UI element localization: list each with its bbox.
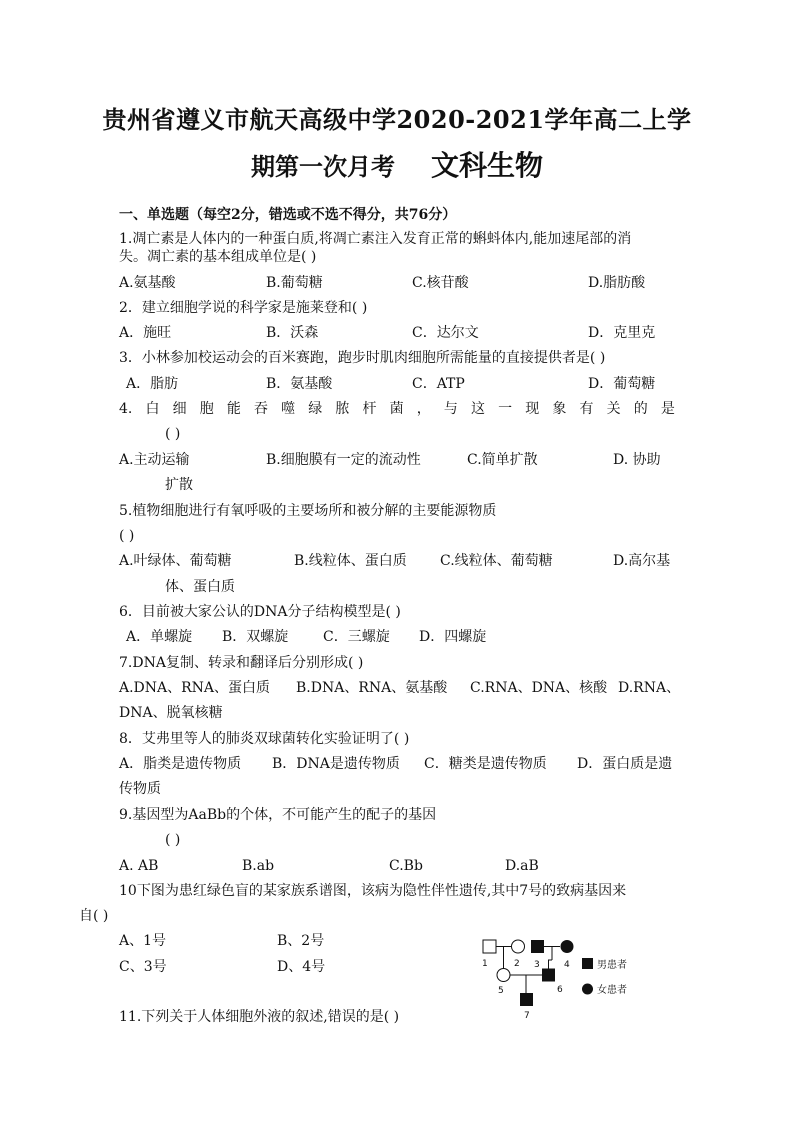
member-6-affected-male: [542, 969, 555, 982]
q4-stem-char: 吞: [253, 401, 268, 417]
section-heading: 一、单选题（每空2分，错选或不选不得分，共76分）: [119, 207, 457, 223]
q9-option-a: A. AB: [119, 858, 159, 874]
q4-stem-char: 脓: [335, 401, 350, 417]
q4-stem-char: 杆: [362, 401, 377, 417]
q3-option-c: C．ATP: [412, 376, 465, 392]
q2-stem: 2．建立细胞学说的科学家是施莱登和( ): [119, 300, 368, 316]
q1-option-b: B.葡萄糖: [266, 275, 323, 291]
q4-stem-char: 胞: [199, 401, 214, 417]
q7-option-b: B.DNA、RNA、氨基酸: [296, 680, 448, 696]
legend-male-symbol: [582, 958, 593, 969]
q1-option-d: D.脂肪酸: [588, 275, 646, 291]
q1-option-a: A.氨基酸: [119, 275, 176, 291]
q7-option-d-cont: DNA、脱氧核糖: [119, 705, 223, 721]
q3-stem: 3．小林参加校运动会的百米赛跑，跑步时肌肉细胞所需能量的直接提供者是( ): [119, 350, 606, 366]
q4-stem-char: 的: [633, 401, 648, 417]
q8-option-c: C．糖类是遗传物质: [424, 756, 547, 772]
q4-option-d: D. 协助: [613, 452, 661, 468]
q5-option-d: D.高尔基: [613, 553, 671, 569]
q8-option-d: D．蛋白质是遗: [577, 756, 673, 772]
q6-stem: 6．目前被大家公认的DNA分子结构模型是( ): [119, 604, 401, 620]
q9-stem-line2: ( ): [165, 832, 181, 848]
member-7-affected-male: [520, 993, 533, 1006]
q9-option-b: B.ab: [242, 858, 275, 874]
q6-option-a: A．单螺旋: [126, 629, 193, 645]
q10-option-d: D、4号: [277, 959, 326, 975]
q3-option-d: D．葡萄糖: [588, 376, 656, 392]
q6-option-d: D．四螺旋: [419, 629, 487, 645]
member-4-affected-female: [561, 940, 574, 953]
q1-option-c: C.核苷酸: [412, 275, 469, 291]
q4-stem-char: 现: [525, 401, 540, 417]
q6-option-b: B．双螺旋: [222, 629, 289, 645]
q8-option-b: B．DNA是遗传物质: [272, 756, 400, 772]
member-label-6: 6: [557, 985, 563, 995]
legend-male-label: 男患者: [597, 960, 627, 971]
q4-stem-char: 与: [443, 401, 458, 417]
q2-option-a: A．施旺: [119, 325, 172, 341]
q9-stem: 9.基因型为AaBb的个体，不可能产生的配子的基因: [119, 807, 437, 823]
q4-option-b: B.细胞膜有一定的流动性: [266, 452, 421, 468]
q4-stem-char: 是: [660, 401, 675, 417]
q7-option-a: A.DNA、RNA、蛋白质: [119, 680, 271, 696]
q5-option-c: C.线粒体、葡萄糖: [440, 553, 553, 569]
q2-option-c: C．达尔文: [412, 325, 479, 341]
legend-female-label: 女患者: [597, 985, 627, 996]
q5-option-d-cont: 体、蛋白质: [165, 579, 235, 595]
q8-stem: 8．艾弗里等人的肺炎双球菌转化实验证明了( ): [119, 731, 410, 747]
q10-option-a: A、1号: [119, 933, 167, 949]
exam-title-subject: 文科生物: [430, 149, 543, 182]
member-label-3: 3: [534, 960, 540, 970]
q5-stem: 5.植物细胞进行有氧呼吸的主要场所和被分解的主要能源物质: [119, 503, 497, 519]
q7-option-d: D.RNA、: [618, 680, 681, 696]
member-label-7: 7: [524, 1011, 530, 1021]
q1-stem-line1: 1.凋亡素是人体内的一种蛋白质,将凋亡素注入发育正常的蝌蚪体内,能加速尾部的消: [119, 231, 632, 247]
member-5-normal-female: [497, 969, 510, 982]
q10-stem-line1: 10下图为患红绿色盲的某家族系谱图，该病为隐性伴性遗传,其中7号的致病基因来: [119, 883, 627, 899]
q3-option-a: A．脂肪: [126, 376, 179, 392]
q4-option-d-cont: 扩散: [165, 477, 193, 493]
member-1-normal-male: [483, 940, 496, 953]
q10-option-c: C、3号: [119, 959, 167, 975]
q5-option-a: A.叶绿体、葡萄糖: [119, 553, 232, 569]
q4-stem: [119, 400, 675, 418]
q4-stem-char: 关: [606, 401, 621, 417]
q2-option-d: D．克里克: [588, 325, 656, 341]
member-label-5: 5: [498, 986, 504, 996]
q3-option-b: B．氨基酸: [266, 376, 333, 392]
q4-stem-char: 绿: [308, 401, 323, 417]
q5-option-b: B.线粒体、蛋白质: [294, 553, 407, 569]
q4-stem-char: 细: [172, 401, 187, 417]
q4-stem-char: 菌: [389, 401, 404, 417]
member-label-4: 4: [564, 960, 570, 970]
q4-stem-char: 这: [470, 401, 485, 417]
q4-stem-char: 噬: [281, 401, 296, 417]
q7-option-c: C.RNA、DNA、核酸: [470, 680, 608, 696]
q10-stem-line2: 自( ): [79, 908, 109, 924]
q4-stem-char: ，: [416, 401, 431, 417]
pedigree-chart: [470, 930, 660, 1025]
q9-option-c: C.Bb: [389, 858, 423, 874]
q5-stem-line2: ( ): [119, 528, 135, 544]
q1-stem-line2: 失。凋亡素的基本组成单位是( ): [119, 249, 317, 265]
q11-stem: 11.下列关于人体细胞外液的叙述,错误的是( ): [119, 1009, 400, 1025]
q4-option-c: C.简单扩散: [467, 452, 538, 468]
q4-stem-char: 有: [579, 401, 594, 417]
q4-stem-char: 一: [498, 401, 513, 417]
exam-title-term: 期第一次月考: [250, 152, 395, 181]
q10-option-b: B、2号: [277, 933, 325, 949]
q7-stem: 7.DNA复制、转录和翻译后分别形成( ): [119, 655, 364, 671]
q4-stem-char: 象: [552, 401, 567, 417]
q2-option-b: B．沃森: [266, 325, 319, 341]
member-label-2: 2: [514, 959, 520, 969]
exam-title-line2: [0, 144, 794, 184]
q9-option-d: D.aB: [505, 858, 539, 874]
q4-stem-char: 白: [145, 401, 160, 417]
q4-option-a: A.主动运输: [119, 452, 190, 468]
legend-female-symbol: [582, 984, 593, 995]
member-label-1: 1: [482, 959, 488, 969]
q4-stem-char: 4.: [119, 401, 133, 417]
q4-stem-char: 能: [226, 401, 241, 417]
q6-option-c: C．三螺旋: [323, 629, 390, 645]
q4-stem-line2: ( ): [165, 426, 181, 442]
member-2-normal-female: [512, 940, 525, 953]
member-3-affected-male: [531, 940, 544, 953]
exam-title-line1: 贵州省遵义市航天高级中学2020-2021学年高二上学: [102, 105, 692, 134]
q8-option-a: A．脂类是遗传物质: [119, 756, 242, 772]
q8-option-d-cont: 传物质: [119, 781, 161, 797]
